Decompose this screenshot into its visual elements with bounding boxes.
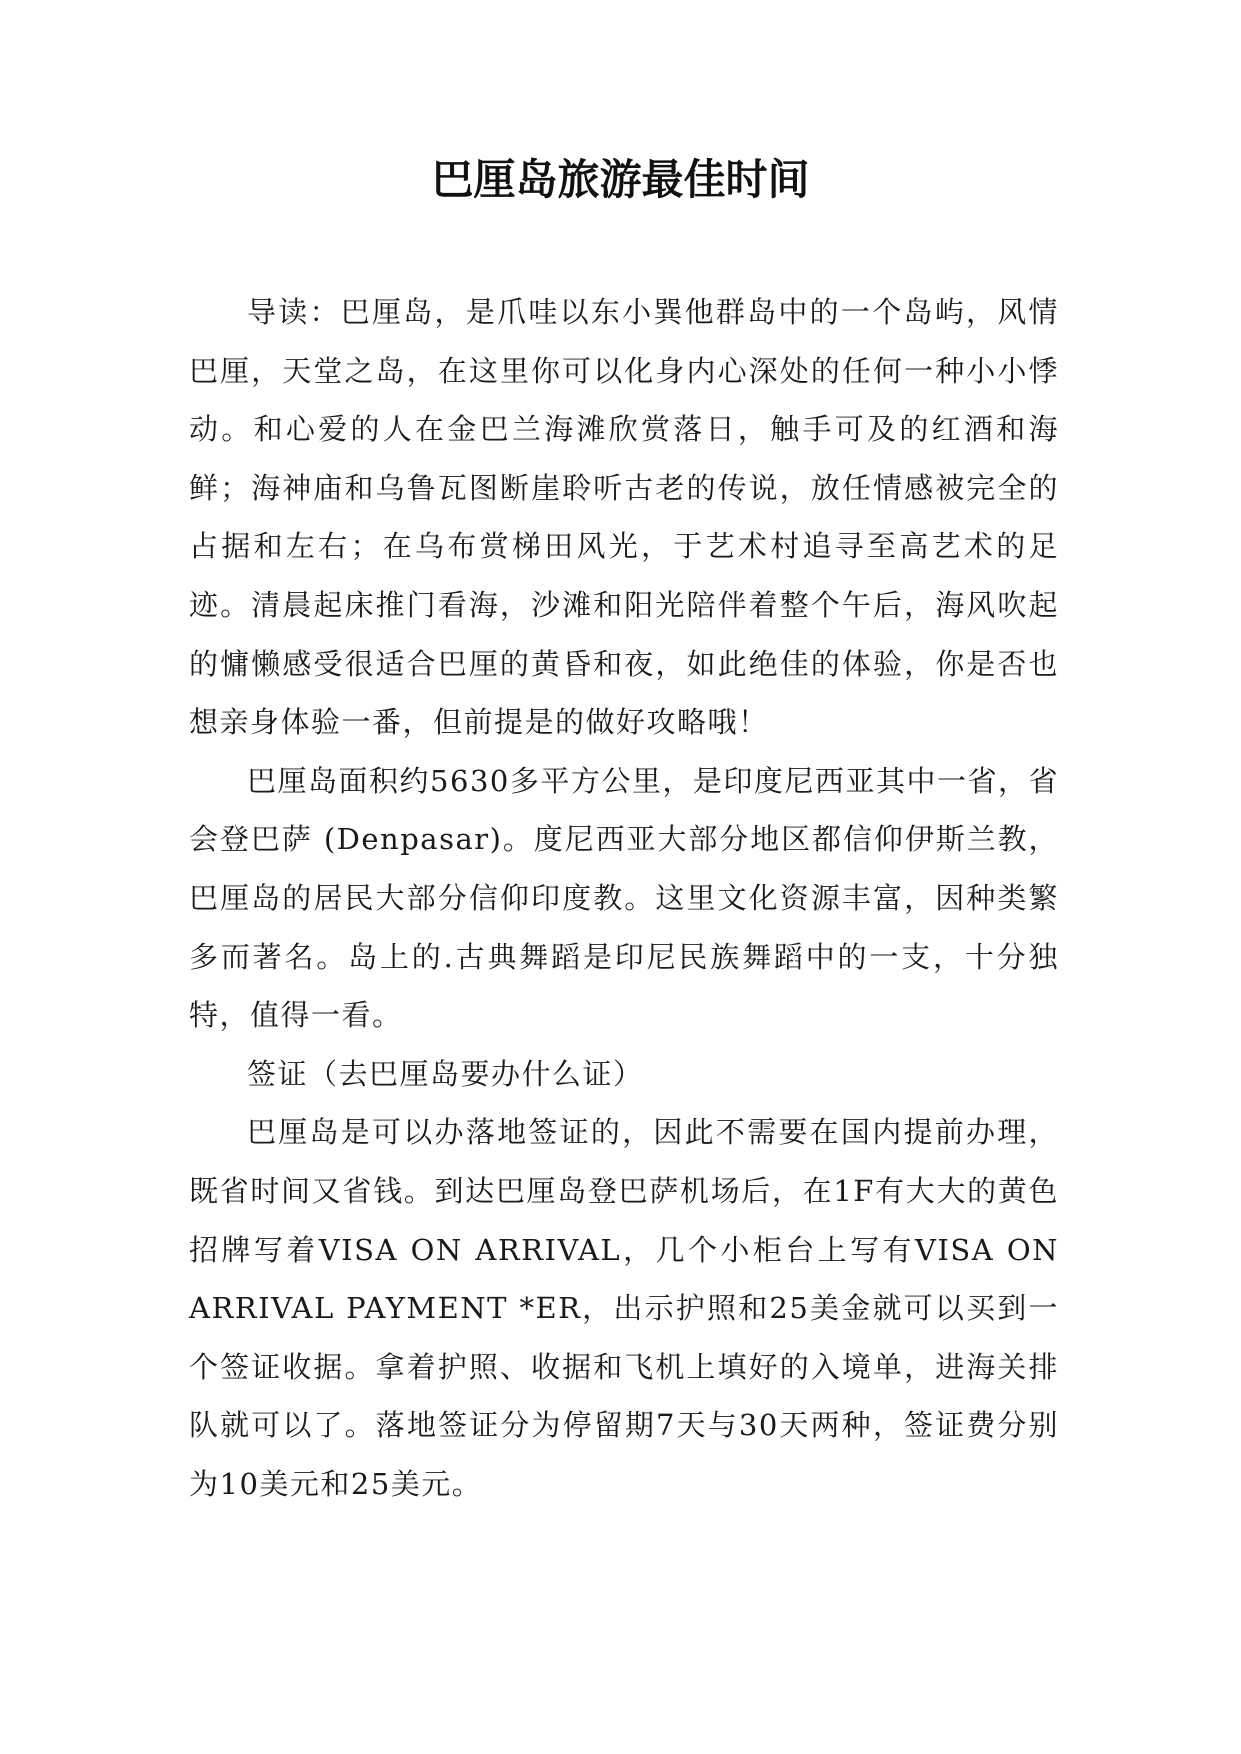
section-heading-visa: 签证（去巴厘岛要办什么证）	[247, 1056, 644, 1091]
paragraph-area: 巴厘岛面积约5630多平方公里，是印度尼西亚其中一省，省会登巴萨 (Denpasar)。度尼西亚大部分地区都信仰伊斯兰教，巴厘岛的居民大部分信仰印度教。这里文化资源丰富，因种类繁多而著名。岛上的.古典舞蹈是印尼民族舞蹈中的一支，十分独特，值得一看。	[189, 763, 1059, 1033]
paragraph-visa: 巴厘岛是可以办落地签证的，因此不需要在国内提前办理，既省时间又省钱。到达巴厘岛登巴萨机场后，在1F有大大的黄色招牌写着VISA ON ARRIVAL，几个小柜台上写有VISA ON ARRIVAL PAYMENT *ER，出示护照和25美金就可以买到一个签证收据。拿着护照、收据和飞机上填好的入境单，进海关排队就可以了。落地签证分为停留期7天与30天两种，签证费分别为10美元和25美元。	[189, 1115, 1059, 1501]
paragraph-intro: 导读：巴厘岛，是爪哇以东小巽他群岛中的一个岛屿，风情巴厘，天堂之岛，在这里你可以化身内心深处的任何一种小小悸动。和心爱的人在金巴兰海滩欣赏落日，触手可及的红酒和海鲜；海神庙和乌鲁瓦图断崖聆听古老的传说，放任情感被完全的占据和左右；在乌布赏梯田风光，于艺术村追寻至高艺术的足迹。清晨起床推门看海，沙滩和阳光陪伴着整个午后，海风吹起的慵懒感受很适合巴厘的黄昏和夜，如此绝佳的体验，你是否也想亲身体验一番，但前提是的做好攻略哦！	[189, 295, 1059, 740]
document-title: 巴厘岛旅游最佳时间	[431, 155, 810, 204]
document-body	[189, 283, 1059, 1513]
